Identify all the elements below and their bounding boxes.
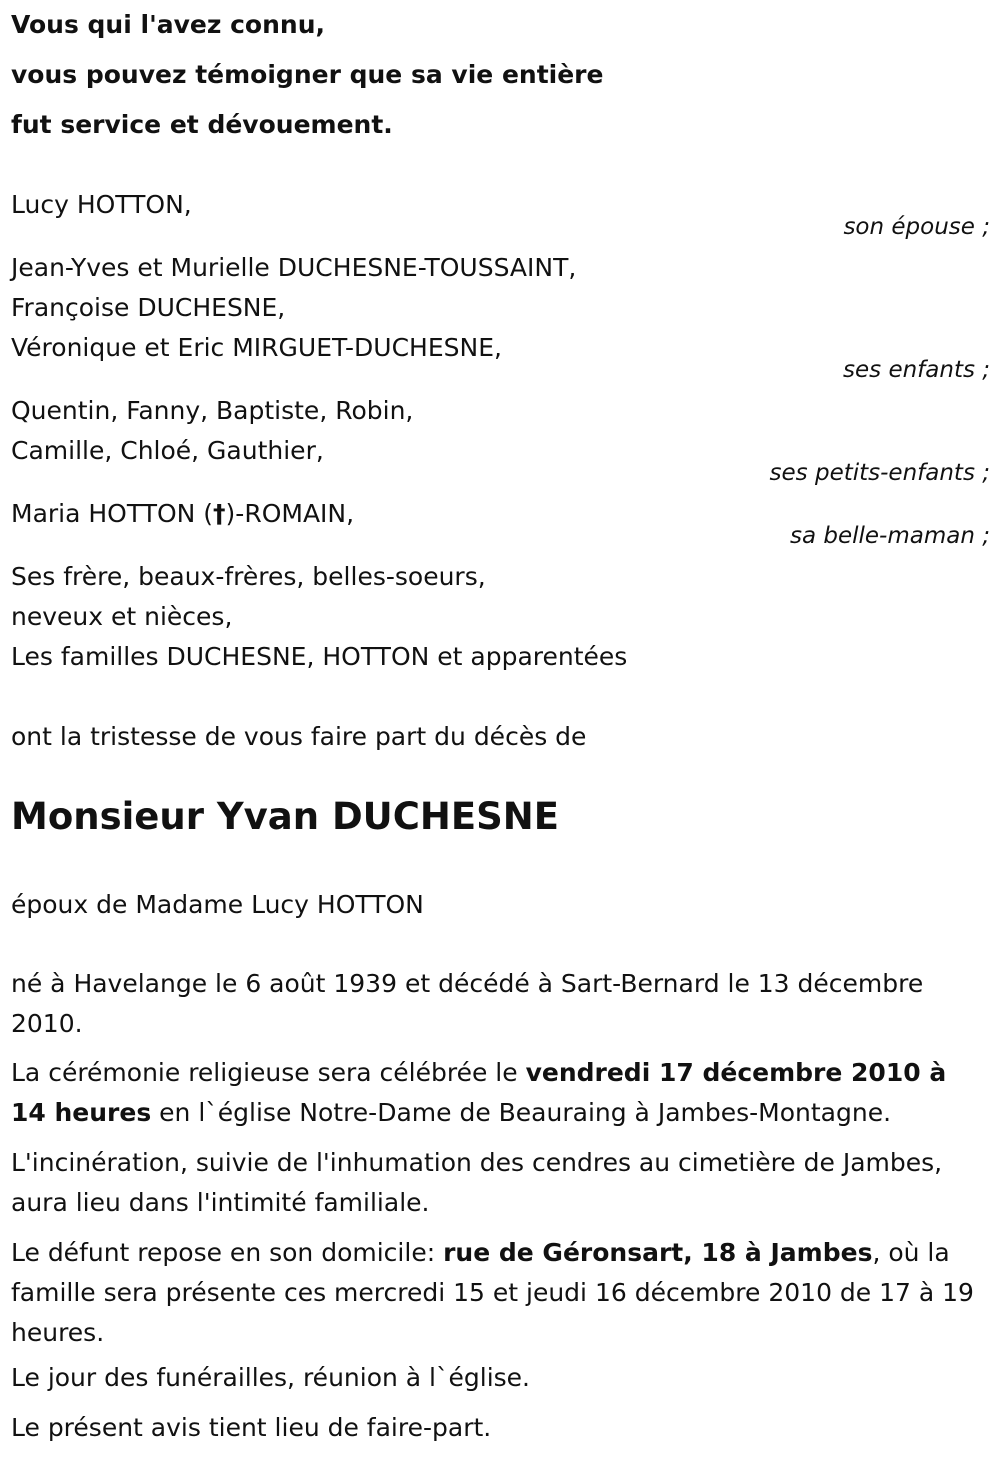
deceased-name: Monsieur Yvan DUCHESNE — [11, 795, 559, 838]
notice-text: Le présent avis tient lieu de faire-part. — [11, 1413, 492, 1442]
ceremony-paragraph — [11, 1053, 981, 1133]
child-name: Véronique et Eric MIRGUET-DUCHESNE, — [11, 333, 502, 362]
other-relatives: Ses frère, beaux-frères, belles-soeurs, — [11, 562, 486, 591]
child-name: Jean-Yves et Murielle DUCHESNE-TOUSSAINT, — [11, 253, 577, 282]
spouse-of-line: époux de Madame Lucy HOTTON — [11, 890, 424, 919]
ceremony-intro: La cérémonie religieuse sera célébrée le — [11, 1058, 526, 1087]
cremation-paragraph: L'incinération, suivie de l'inhumation des cendres au cimetière de Jambes, aura lieu dans l'intimité familiale. — [11, 1148, 943, 1217]
quote-line-2: vous pouvez témoigner que sa vie entière — [11, 60, 604, 89]
grandchildren-role: ses petits-enfants ; — [769, 460, 990, 486]
child-name: Françoise DUCHESNE, — [11, 293, 286, 322]
other-relatives: neveux et nièces, — [11, 602, 233, 631]
ceremony-date: vendredi 17 décembre 2010 à 14 heures — [11, 1058, 947, 1127]
grandchildren-names: Quentin, Fanny, Baptiste, Robin, — [11, 396, 414, 425]
birth-death-text: né à Havelange le 6 août 1939 et décédé à Sart-Bernard le 13 décembre 2010. — [11, 969, 924, 1038]
meeting-text: Le jour des funérailles, réunion à l`église. — [11, 1363, 530, 1392]
mother-in-law-name-end: )-ROMAIN, — [225, 499, 355, 528]
quote-line-3: fut service et dévouement. — [11, 110, 393, 139]
ceremony-location: en l`église Notre-Dame de Beauraing à Jambes-Montagne. — [151, 1098, 892, 1127]
other-relatives: Les familles DUCHESNE, HOTTON et apparentées — [11, 642, 628, 671]
residence-intro: Le défunt repose en son domicile: — [11, 1238, 444, 1267]
mother-in-law-role: sa belle-maman ; — [789, 523, 990, 549]
mother-in-law-name — [11, 499, 354, 528]
grandchildren-names: Camille, Chloé, Gauthier, — [11, 436, 324, 465]
residence-visit: , où la famille sera présente ces mercredi 15 et jeudi 16 décembre 2010 de 17 à 19 heures. — [11, 1238, 974, 1347]
quote-line-1: Vous qui l'avez connu, — [11, 10, 325, 39]
residence-address: rue de Géronsart, 18 à Jambes — [443, 1238, 873, 1267]
cross-symbol: † — [213, 499, 226, 528]
mother-in-law-name-start: Maria HOTTON ( — [11, 499, 214, 528]
spouse-role: son épouse ; — [843, 214, 990, 240]
children-role: ses enfants ; — [843, 357, 990, 383]
spouse-name: Lucy HOTTON, — [11, 190, 192, 219]
announcement-text: ont la tristesse de vous faire part du décès de — [11, 722, 587, 751]
residence-paragraph — [11, 1233, 981, 1353]
